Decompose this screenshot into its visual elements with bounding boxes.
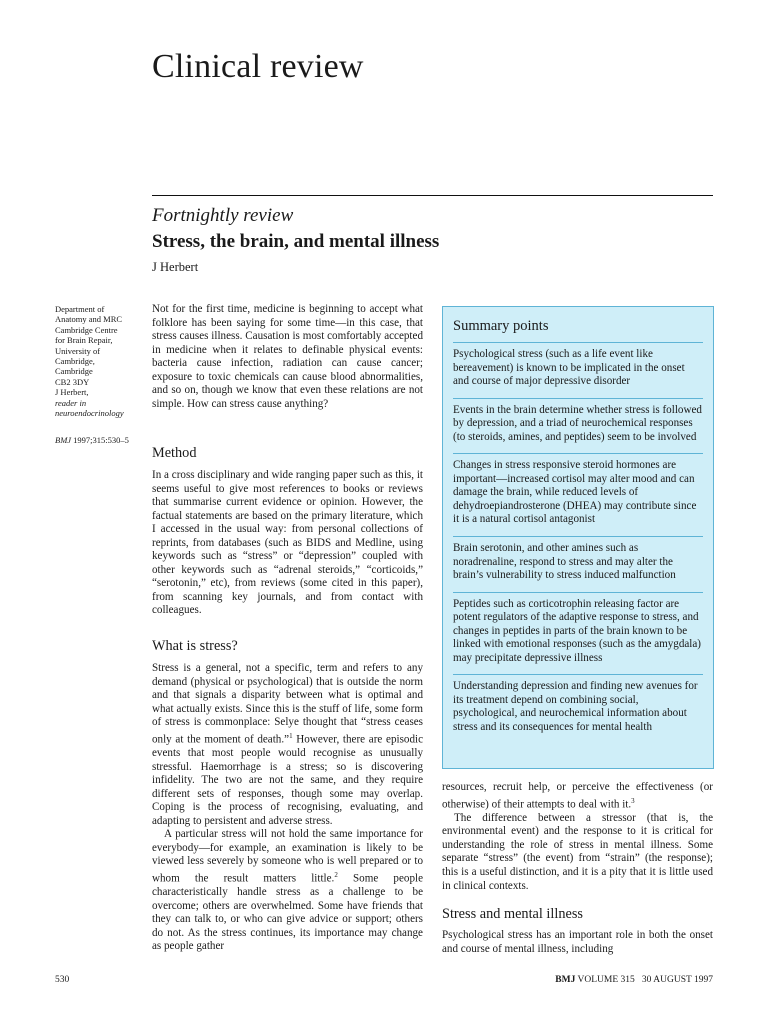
summary-point: Peptides such as corticotrophin releasing factor are potent regulators of the adaptive response to stress, and changes in peptides in parts of the brain known to be linked with emotional responses (such as the amygdala) may precipitate depressive illness bbox=[453, 592, 703, 675]
summary-point: Changes in stress responsive steroid hormones are important—increased cortisol may alter mood and can damage the brain, while reduced levels of dehydroepiandrosterone (DHEA) may contribute since it is a natural cortisol antagonist bbox=[453, 453, 703, 536]
reference-marker: 2 bbox=[334, 870, 338, 879]
paragraph-text: A particular stress will not hold the same importance for everybody—for example, an examination is likely to be viewed less severely by someone who is well prepared or to whom the result matters little. bbox=[152, 828, 423, 885]
article-author: J Herbert bbox=[152, 260, 199, 274]
journal-footer bbox=[555, 975, 713, 985]
affiliation-line: CB2 3DY bbox=[55, 376, 90, 387]
affiliation-line: Cambridge Centre bbox=[55, 324, 118, 335]
what-is-stress-heading: What is stress? bbox=[152, 638, 238, 654]
review-kicker: Fortnightly review bbox=[152, 205, 294, 226]
summary-point: Psychological stress (such as a life event like bereavement) is known to be implicated in the onset and course of major depressive disorder bbox=[453, 342, 703, 398]
citation-details: 1997;315:530–5 bbox=[71, 435, 129, 446]
stress-paragraph-1 bbox=[152, 662, 423, 828]
stress-paragraph-2 bbox=[152, 828, 423, 954]
method-text: In a cross disciplinary and wide ranging paper such as this, it seems useful to give most references to books or reviews that summarise current evidence or opinion. However, the factual statements are based on the primary literature, which I accessed in the usual way: from personal collections of reprints, from databases (such as BIDS and Medline, using keywords such as “stress” or “depression” coupled with other keywords such as “adrenal steroids,” “corticoids,” “serotonin,” etc), from reviews (some cited in this paper), from scanning key journals, and from contact with colleagues. bbox=[152, 469, 423, 617]
summary-point: Understanding depression and finding new avenues for its treatment depend on combining social, psychological, and neurochemical information about stress and its consequences for mental health bbox=[453, 674, 703, 743]
affiliation-line: for Brain Repair, bbox=[55, 335, 113, 346]
stressor-paragraph: The difference between a stressor (that is, the environmental event) and the response to it is critical for understanding the role of stress in mental illness. Some separate “stress” (the event) from “strain” (the response); this is a useful distinction, and it is a pity that it is little used in clinical contexts. bbox=[442, 811, 713, 892]
paragraph-text: resources, recruit help, or perceive the effectiveness (or otherwise) of their attempts to deal with it. bbox=[442, 781, 713, 811]
method-heading: Method bbox=[152, 445, 197, 461]
reference-marker: 1 bbox=[289, 731, 293, 740]
affiliation-line: Cambridge, bbox=[55, 356, 95, 367]
author-role: neuroendocrinology bbox=[55, 408, 124, 419]
journal-issue: VOLUME 315 30 AUGUST 1997 bbox=[575, 975, 713, 985]
intro-paragraph bbox=[152, 303, 423, 411]
summary-point: Brain serotonin, and other amines such as noradrenaline, respond to stress and may alter the brain’s vulnerability to stress induced malfunction bbox=[453, 536, 703, 592]
summary-title: Summary points bbox=[453, 318, 549, 334]
affiliation-line: Cambridge bbox=[55, 366, 93, 377]
method-body bbox=[152, 469, 423, 618]
section-title: Clinical review bbox=[152, 48, 364, 85]
mental-illness-text: Psychological stress has an important role in both the onset and course of mental illness, including bbox=[442, 929, 713, 955]
affiliation-line: Anatomy and MRC bbox=[55, 314, 123, 325]
affiliation-sidebar bbox=[55, 304, 150, 446]
what-is-stress-body bbox=[152, 662, 423, 954]
page-number: 530 bbox=[55, 975, 70, 985]
author-role: reader in bbox=[55, 397, 87, 408]
citation-journal: BMJ bbox=[55, 435, 72, 446]
reference-marker: 3 bbox=[631, 796, 635, 805]
column-2-continuation bbox=[442, 781, 713, 893]
stress-mental-illness-body bbox=[442, 929, 713, 956]
header-rule bbox=[152, 195, 713, 196]
paragraph-text: However, there are episodic events that most people would recognise as unusually stressful. Haemorrhage is a stress; so is discovering infidelity. The two are not the same, and they require different sets of responses, though some may overlap. Coping is the process of recognising, evaluating, and adapting to persistent and adverse stress. bbox=[152, 733, 423, 827]
intro-text: Not for the first time, medicine is beginning to accept what folklore has been saying for some time—in this case, that stress causes illness. Causation is most comfortably accepted in medicine when it relates to definable physical events: bacteria cause infection, radiation can cause cancer; exposure to toxic chemicals can cause blood abnormalities, and so on, though we know that even these relations are not simple. How can stress cause anything? bbox=[152, 303, 423, 410]
article-title: Stress, the brain, and mental illness bbox=[152, 231, 440, 252]
summary-points-box bbox=[442, 306, 714, 769]
stress-mental-illness-heading: Stress and mental illness bbox=[442, 906, 583, 922]
continuation-paragraph bbox=[442, 781, 713, 812]
summary-point: Events in the brain determine whether stress is followed by depression, and a triad of neurochemical responses (to steroids, amines, and peptides) seem to be involved bbox=[453, 398, 703, 454]
affiliation-line: University of bbox=[55, 345, 101, 356]
journal-name: BMJ bbox=[555, 975, 576, 985]
paragraph-text: Some people characteristically handle stress as a challenge to be overcome; others are overwhelmed. Some have friends that they can talk to, or who can give advice or support; others do not. As the stress continues, its importance may change as people gather bbox=[152, 872, 424, 953]
affiliation-line: Department of bbox=[55, 304, 105, 314]
paragraph-text: Stress is a general, not a specific, term and refers to any demand (physical or psychological) that is outside the norm and that signals a disparity between what is optimal and what actually exists. Since this is the stuff of life, some form of stress is commonplace: Selye thought that “stress ceases only at the moment of death.” bbox=[152, 662, 423, 746]
citation bbox=[55, 435, 150, 445]
author-affiliation: J Herbert, bbox=[55, 387, 89, 398]
